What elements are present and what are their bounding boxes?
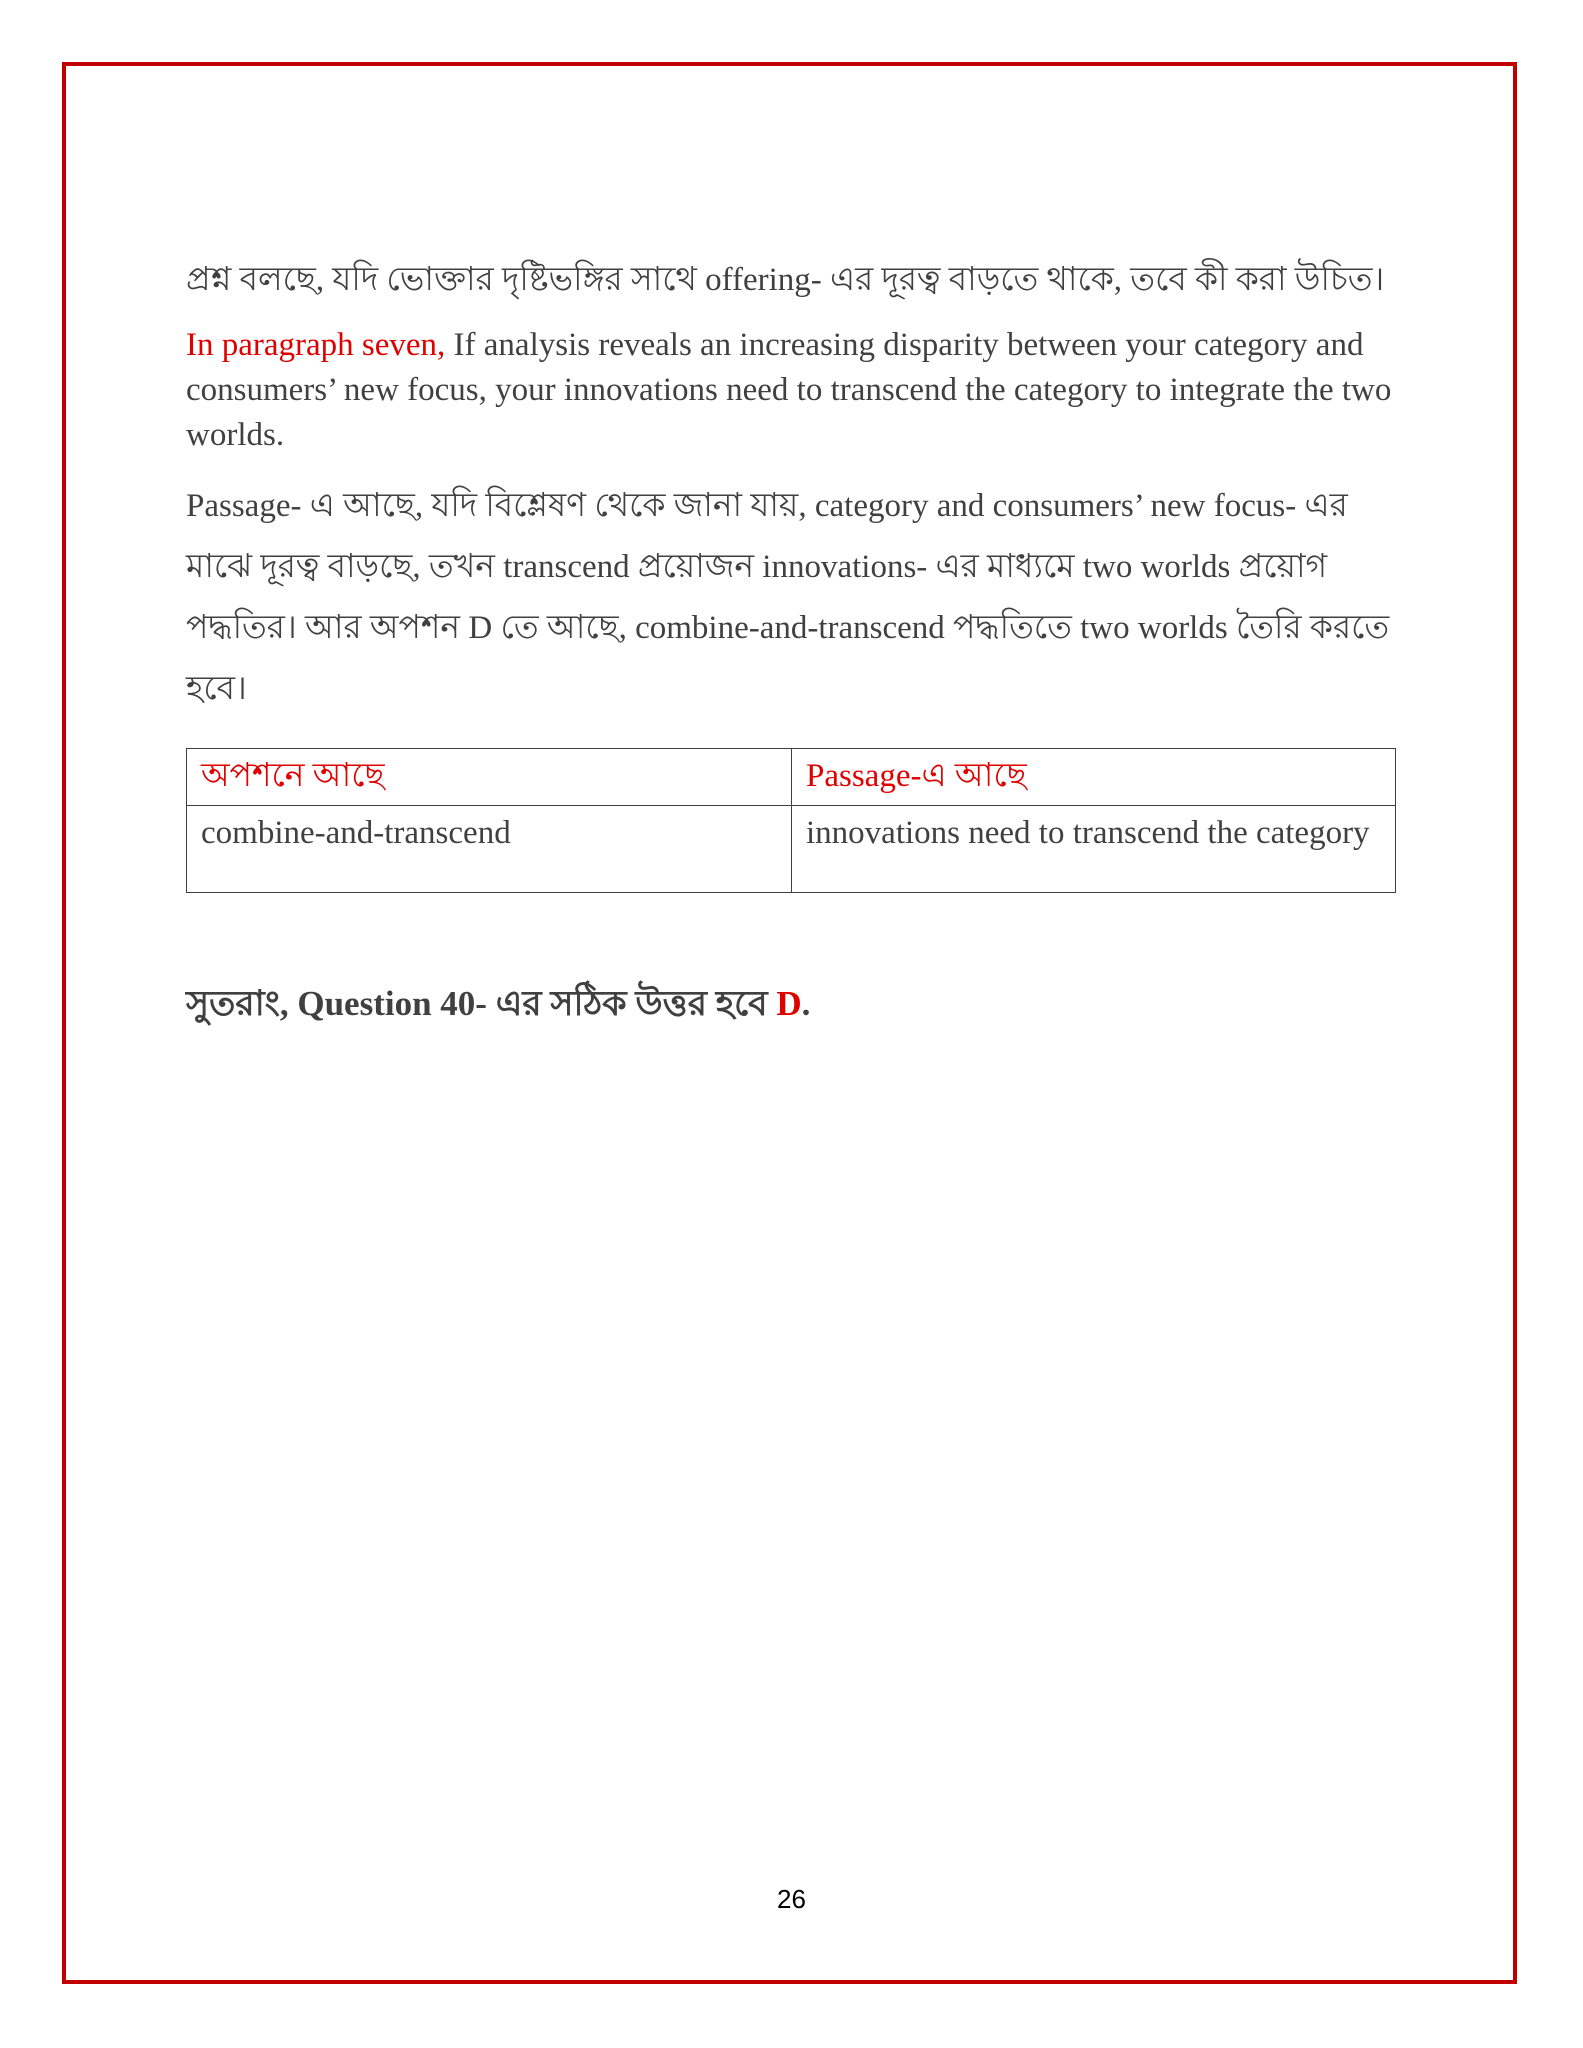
comparison-table <box>186 748 1396 893</box>
conclusion-text: সুতরাং, Question 40- এর সঠিক উত্তর হবে <box>186 984 777 1023</box>
passage-quote-text: If analysis reveals an increasing disparity between your category and consumers’ new focus, your innovations need to transcend the category to integrate the two worlds. <box>186 327 1392 453</box>
table-cell-passage: innovations need to transcend the category <box>792 806 1396 893</box>
passage-quote <box>186 323 1396 458</box>
passage-analysis: Passage- এ আছে, যদি বিশ্লেষণ থেকে জানা যায়, category and consumers’ new focus- এর মাঝে দূরত্ব বাড়ছে, তখন transcend প্রয়োজন innovations- এর মাধ্যমে two worlds প্রয়োগ পদ্ধতির। আর অপশন D তে আছে, combine-and-transcend পদ্ধতিতে two worlds তৈরি করতে হবে। <box>186 488 1390 707</box>
table-header-passage: Passage-এ আছে <box>792 749 1396 806</box>
answer-letter: D <box>776 984 802 1023</box>
question-explanation: প্রশ্ন বলছে, যদি ভোক্তার দৃষ্টিভঙ্গির সাথে offering- এর দূরত্ব বাড়তে থাকে, তবে কী করা উচিত। <box>186 262 1385 298</box>
page-number: 26 <box>777 1884 806 1914</box>
paragraph-reference: In paragraph seven, <box>186 327 446 363</box>
table-header-row <box>187 749 1396 806</box>
table-cell-option: combine-and-transcend <box>187 806 792 893</box>
table-header-option: অপশনে আছে <box>187 749 792 806</box>
conclusion-period: . <box>801 984 811 1023</box>
table-row <box>187 806 1396 893</box>
conclusion <box>186 979 1396 1029</box>
page-content <box>186 250 1396 1029</box>
